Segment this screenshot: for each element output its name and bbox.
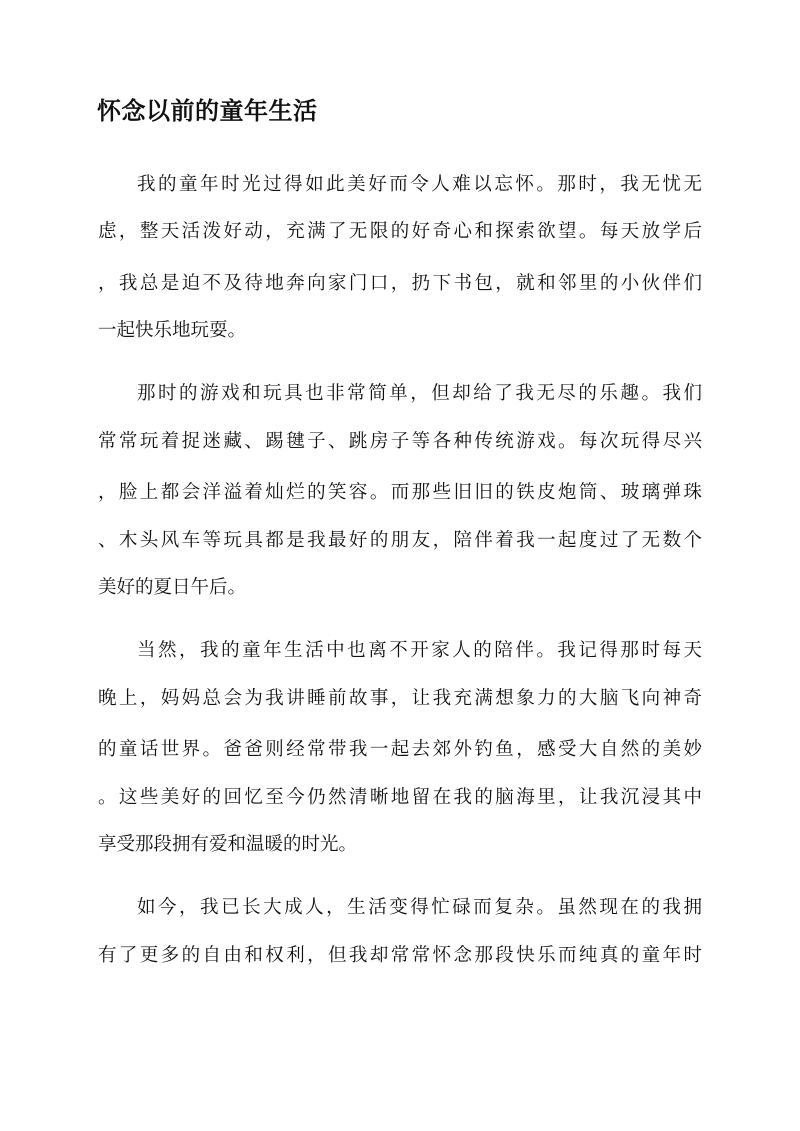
paragraph-3-line-3: 的童话世界。爸爸则经常带我一起去郊外钓鱼，感受大自然的美妙 [98, 739, 702, 760]
paragraph-4-line-1: 如今，我已长大成人，生活变得忙碌而复杂。虽然现在的我拥 [137, 897, 702, 918]
paragraph-1-line-4: 一起快乐地玩耍。 [98, 320, 247, 341]
paragraph-2-line-2: 常常玩着捉迷藏、踢毽子、跳房子等各种传统游戏。每次玩得尽兴 [98, 431, 702, 452]
paragraph-2-line-1: 那时的游戏和玩具也非常简单，但却给了我无尽的乐趣。我们 [137, 383, 702, 404]
paragraph-2-line-3: ，脸上都会洋溢着灿烂的笑容。而那些旧旧的铁皮炮筒、玻璃弹珠 [98, 482, 702, 503]
paragraph-3-line-4: 。这些美好的回忆至今仍然清晰地留在我的脑海里，让我沉浸其中 [98, 787, 702, 808]
paragraph-1-line-2: 虑，整天活泼好动，充满了无限的好奇心和探索欲望。每天放学后 [98, 221, 702, 242]
paragraph-2-line-4: 、木头风车等玩具都是我最好的朋友，陪伴着我一起度过了无数个 [98, 530, 702, 551]
paragraph-4-line-2: 有了更多的自由和权利，但我却常常怀念那段快乐而纯真的童年时 [98, 945, 702, 966]
paragraph-3-line-2: 晚上，妈妈总会为我讲睡前故事，让我充满想象力的大脑飞向神奇 [98, 688, 702, 709]
paragraph-2-line-5: 美好的夏日午后。 [98, 577, 247, 598]
paragraph-3-line-1: 当然，我的童年生活中也离不开家人的陪伴。我记得那时每天 [137, 640, 702, 661]
document-title: 怀念以前的童年生活 [97, 96, 318, 125]
paragraph-3-line-5: 享受那段拥有爱和温暖的时光。 [98, 834, 358, 855]
paragraph-1-line-1: 我的童年时光过得如此美好而令人难以忘怀。那时，我无忧无 [137, 174, 702, 195]
paragraph-1-line-3: ，我总是迫不及待地奔向家门口，扔下书包，就和邻里的小伙伴们 [98, 273, 702, 294]
